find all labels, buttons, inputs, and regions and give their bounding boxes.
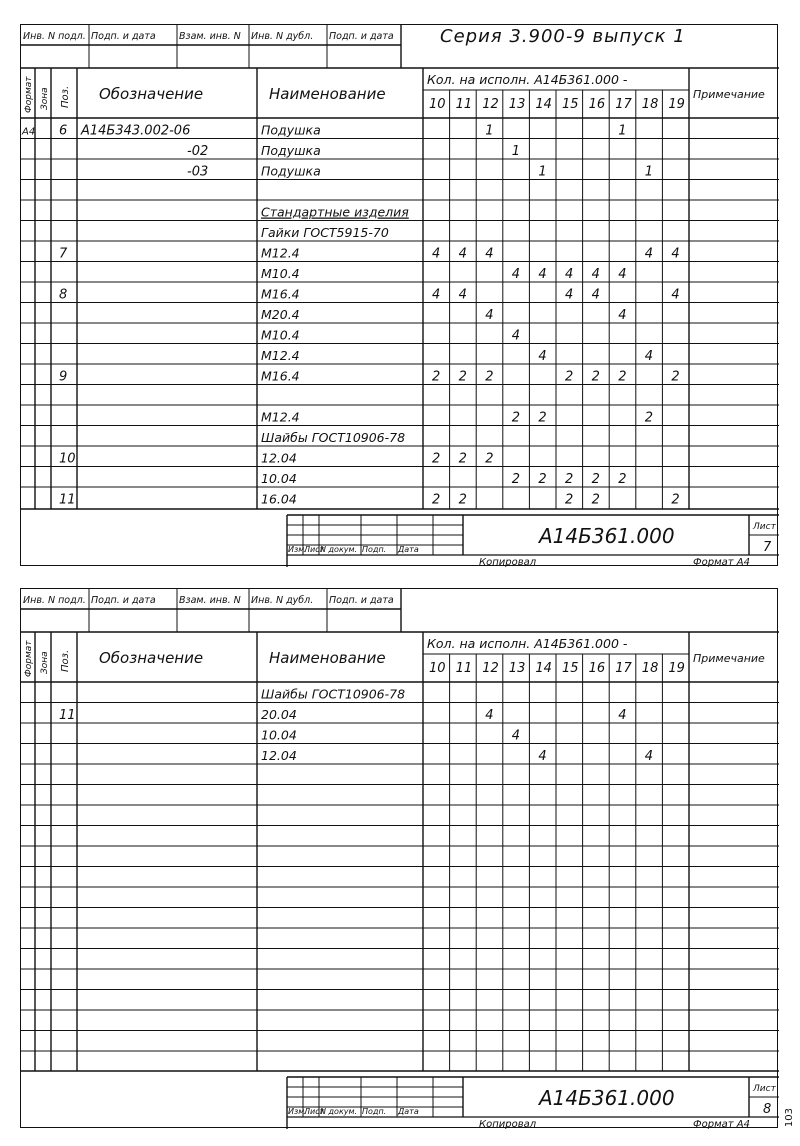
header-variant-12: 12 [482,661,499,676]
row-qty: 4 [511,267,521,282]
title-block-label: Лист [304,545,325,554]
row-qty: 2 [671,369,680,385]
header-variant-13: 13 [508,97,526,112]
header-note: Примечание [693,652,765,665]
header-variant-10: 10 [429,97,446,112]
series-title: Серия 3.900-9 выпуск 1 [440,26,686,47]
row-qty: 1 [618,123,627,139]
copied-label: Копировал [479,1119,537,1129]
spec-sheet-8 [21,589,779,1129]
header-zone: Зона [40,87,50,110]
row-qty: 4 [591,267,600,282]
row-name: Подушка [261,122,321,138]
row-qty: 4 [591,287,600,303]
document-number: А14Б361.000 [539,1086,675,1110]
header-variant-15: 15 [562,97,579,112]
row-name: М16.4 [261,368,300,384]
row-qty: 4 [485,308,494,323]
row-qty: 2 [432,492,441,508]
stamp-header: Инв. N подл. [23,595,86,606]
header-name: Наименование [269,649,386,667]
row-name: М16.4 [261,286,300,302]
row-qty: 2 [485,369,494,385]
row-position: 10 [59,451,76,467]
row-name: 12.04 [261,748,297,763]
header-name: Наименование [269,85,386,103]
copied-label: Копировал [479,557,537,567]
row-name: М10.4 [261,266,300,281]
row-qty: 4 [485,246,494,262]
row-position: 11 [59,708,76,723]
row-name: 10.04 [261,471,297,486]
header-variant-15: 15 [562,661,579,676]
stamp-header: Подп. и дата [91,595,156,606]
row-qty: 4 [618,267,627,282]
row-qty: 1 [644,164,654,180]
format-label: Формат А4 [693,557,750,567]
sheet-label: Лист [753,522,776,532]
title-block-label: Дата [398,1107,419,1116]
row-qty: 2 [671,492,680,508]
row-qty: 4 [644,349,654,364]
row-qty: 2 [591,472,600,487]
header-note: Примечание [693,88,765,101]
title-block-label: N докум. [320,545,358,554]
stamp-header: Инв. N дубл. [251,31,314,42]
row-qty: 2 [458,451,467,467]
header-variant-14: 14 [535,661,552,676]
row-qty: 2 [511,472,521,487]
row-qty: 4 [565,287,574,303]
sheet-number: 8 [763,1102,772,1117]
row-name: 16.04 [261,491,297,507]
row-qty: 4 [671,246,680,262]
row-position: 11 [59,492,76,508]
row-designation: -03 [187,164,209,180]
header-pos: Поз. [60,649,71,672]
row-qty: 4 [538,349,547,364]
row-qty: 2 [591,492,600,508]
sheet-page-7 [20,24,778,566]
header-zone: Зона [40,651,50,674]
row-designation: А14Б343.002-06 [81,123,191,139]
row-qty: 2 [511,410,521,426]
row-qty: 4 [458,287,467,303]
header-variant-11: 11 [455,97,473,112]
row-qty: 2 [458,369,467,385]
row-position: 8 [59,287,68,303]
header-variant-12: 12 [482,97,499,112]
row-position: 9 [59,369,68,385]
stamp-header: Взам. инв. N [179,595,241,606]
row-qty: 2 [538,472,547,487]
stamp-header: Инв. N подл. [23,31,86,42]
stamp-header: Взам. инв. N [179,31,241,42]
title-block-label: N докум. [320,1107,358,1116]
title-block-label: Изм. [288,1107,307,1116]
header-variant-16: 16 [588,97,606,112]
row-qty: 2 [591,369,600,385]
row-qty: 4 [618,308,627,323]
row-name: М12.4 [261,245,300,261]
row-name: М20.4 [261,307,300,322]
header-variant-11: 11 [455,661,473,676]
title-block-label: Лист [304,1107,325,1116]
header-variant-19: 19 [668,97,685,112]
row-qty: 4 [618,708,627,723]
header-variant-13: 13 [508,661,526,676]
row-name: Гайки ГОСТ5915-70 [261,225,389,240]
spec-sheet-7 [21,25,779,567]
row-qty: 4 [644,246,654,262]
row-qty: 2 [485,451,494,467]
row-qty: 4 [511,728,521,744]
row-qty: 1 [485,123,494,139]
header-variant-14: 14 [535,97,552,112]
row-position: 7 [59,246,68,262]
row-qty: 4 [485,708,494,723]
row-name: 20.04 [261,707,297,722]
header-format: Формат [24,640,34,677]
header-pos: Поз. [60,85,71,108]
row-name: Подушка [261,163,321,179]
header-variant-10: 10 [429,661,446,676]
row-qty: 4 [671,287,680,303]
row-qty: 2 [432,451,441,467]
title-block-label: Подп. [362,1107,387,1116]
row-qty: 2 [458,492,467,508]
sheet-label: Лист [753,1084,776,1094]
header-qty-caption: Кол. на исполн. А14Б361.000 - [427,636,628,651]
header-format: Формат [24,76,34,113]
row-qty: 4 [538,749,547,764]
row-qty: 2 [432,369,441,385]
sheet-page-8 [20,588,778,1128]
row-name: Подушка [261,143,321,158]
header-variant-19: 19 [668,661,685,676]
row-qty: 4 [538,267,547,282]
row-qty: 4 [511,328,521,344]
document-number: А14Б361.000 [539,524,675,548]
row-name: 12.04 [261,450,297,466]
row-name: Шайбы ГОСТ10906-78 [261,686,406,702]
stamp-header: Подп. и дата [329,31,394,42]
header-variant-17: 17 [615,97,632,112]
row-qty: 2 [565,492,574,508]
row-position: 6 [59,123,68,139]
row-qty: 4 [432,287,441,303]
header-designation: Обозначение [99,649,204,667]
row-qty: 1 [538,164,547,180]
title-block-label: Изм. [288,545,307,554]
row-qty: 2 [565,472,574,487]
margin-note: 103 [784,1108,795,1128]
row-qty: 2 [644,410,654,426]
row-qty: 1 [511,144,521,159]
row-name: М12.4 [261,409,300,425]
row-name: М10.4 [261,327,300,343]
row-qty: 2 [618,369,627,385]
stamp-header: Подп. и дата [91,31,156,42]
title-block-label: Дата [398,545,419,554]
header-variant-16: 16 [588,661,606,676]
row-qty: 2 [565,369,574,385]
row-name: Стандартные изделия [261,204,409,220]
row-qty: 2 [618,472,627,487]
stamp-header: Инв. N дубл. [251,595,314,606]
sheet-number: 7 [763,540,772,555]
header-variant-18: 18 [641,661,659,676]
header-designation: Обозначение [99,85,204,103]
row-designation: -02 [187,144,209,159]
stamp-header: Подп. и дата [329,595,394,606]
row-qty: 4 [458,246,467,262]
title-block-label: Подп. [362,545,387,554]
format-label: Формат А4 [693,1119,750,1129]
row-qty: 4 [432,246,441,262]
row-name: Шайбы ГОСТ10906-78 [261,430,406,445]
row-format: А4 [22,126,36,138]
row-qty: 4 [644,749,654,764]
header-qty-caption: Кол. на исполн. А14Б361.000 - [427,72,628,87]
row-name: 10.04 [261,727,297,743]
header-variant-18: 18 [641,97,659,112]
header-variant-17: 17 [615,661,632,676]
row-qty: 2 [538,410,547,426]
row-name: М12.4 [261,348,300,363]
row-qty: 4 [565,267,574,282]
